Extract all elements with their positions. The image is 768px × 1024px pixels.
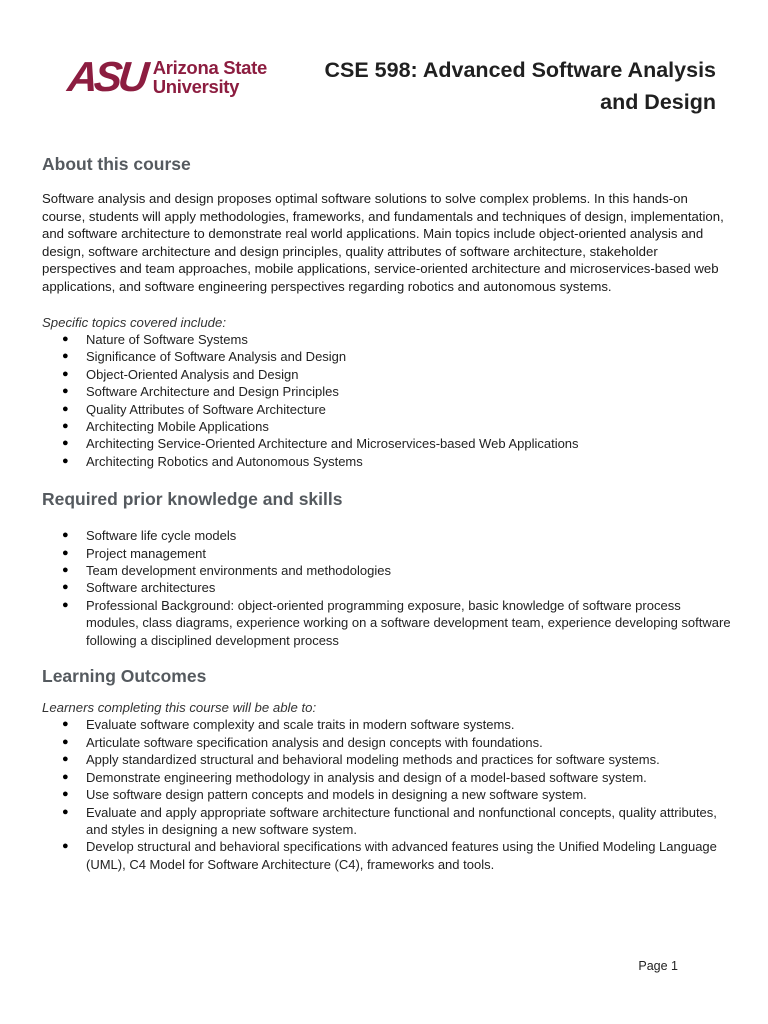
list-item [42,734,732,751]
list-item [42,716,732,733]
learning-outcomes-list [42,716,732,873]
bullet-icon: ● [62,367,69,380]
bullet-icon: ● [62,581,69,594]
list-item-text: Evaluate and apply appropriate software architecture functional and nonfunctional concepts, quality attributes, and styles in designing a new software system. [86,804,717,837]
asu-logo-mark: ASU [65,53,148,100]
list-item-text: Use software design pattern concepts and models in designing a new software system. [86,787,587,803]
list-item [42,383,732,400]
list-item [42,331,732,348]
bullet-icon: ● [62,385,69,398]
topics-list [42,331,732,470]
list-item-text: Software architectures [86,580,216,596]
bullet-icon: ● [62,753,69,766]
about-heading: About this course [42,154,191,174]
title-line-1: CSE 598: Advanced Software Analysis [324,58,716,82]
logo-line-2: University [152,76,240,97]
list-item-text: Articulate software specification analysis and design concepts with foundations. [86,734,543,750]
page-number: Page 1 [638,959,678,973]
bullet-icon: ● [62,332,69,345]
list-item [42,579,732,596]
logo-line-1: Arizona State [152,57,268,78]
document-title [296,54,716,118]
list-item [42,804,732,839]
bullet-icon: ● [62,437,69,450]
bullet-icon: ● [62,718,69,731]
list-item [42,769,732,786]
list-item [42,453,732,470]
prior-knowledge-list [42,527,732,649]
list-item [42,562,732,579]
list-item-text: Professional Background: object-oriented programming exposure, basic knowledge of software process modules, class diagrams, experience working on a software development team, experience developing software following a disciplined development process [86,597,731,648]
bullet-icon: ● [62,840,69,853]
list-item [42,366,732,383]
list-item-text: Evaluate software complexity and scale traits in modern software systems. [86,717,515,733]
document-content [42,150,732,873]
bullet-icon: ● [62,350,69,363]
list-item-text: Architecting Service-Oriented Architecture and Microservices-based Web Applications [86,436,579,452]
list-item-text: Object-Oriented Analysis and Design [86,366,299,382]
list-item [42,418,732,435]
topics-intro: Specific topics covered include: [42,314,226,330]
list-item-text: Team development environments and methodologies [86,563,391,579]
list-item [42,435,732,452]
list-item [42,838,732,873]
bullet-icon: ● [62,402,69,415]
bullet-icon: ● [62,529,69,542]
list-item-text: Demonstrate engineering methodology in analysis and design of a model-based software system. [86,769,647,785]
bullet-icon: ● [62,564,69,577]
title-line-2: and Design [600,90,716,114]
bullet-icon: ● [62,770,69,783]
bullet-icon: ● [62,546,69,559]
list-item-text: Architecting Mobile Applications [86,419,269,434]
list-item-text: Project management [86,545,206,561]
list-item-text: Quality Attributes of Software Architecture [86,401,326,417]
list-item [42,786,732,803]
list-item [42,527,732,544]
list-item-text: Significance of Software Analysis and Design [86,349,347,365]
list-item-text: Architecting Robotics and Autonomous Systems [86,453,363,469]
list-item [42,348,732,365]
list-item [42,751,732,768]
asu-logo-wordmark [153,58,267,96]
prior-knowledge-heading: Required prior knowledge and skills [42,489,343,510]
learning-outcomes-heading: Learning Outcomes [42,666,207,687]
list-item [42,597,732,649]
bullet-icon: ● [62,454,69,467]
list-item-text: Nature of Software Systems [86,331,248,347]
bullet-icon: ● [62,735,69,748]
list-item-text: Software Architecture and Design Principles [86,384,339,400]
about-paragraph: Software analysis and design proposes optimal software solutions to solve complex problems. In this hands-on course, students will apply methodologies, frameworks, and fundamentals and techniques of design, implementation, and software architecture to demonstrate real world applications. Main topics include object-oriented analysis and design, software architecture and design principles, quality attributes of software architecture, stakeholder perspectives and team approaches, mobile applications, service-oriented architecture and microservices-based web applications, and software engineering perspectives regarding robotics and autonomous systems. [42,191,724,294]
list-item [42,401,732,418]
bullet-icon: ● [62,598,69,611]
bullet-icon: ● [62,420,69,432]
list-item-text: Apply standardized structural and behavioral modeling methods and practices for software systems. [86,752,660,768]
bullet-icon: ● [62,788,69,801]
asu-logo [65,53,268,100]
list-item [42,545,732,562]
list-item-text: Develop structural and behavioral specifications with advanced features using the Unified Modeling Language (UML), C4 Model for Software Architecture (C4), frameworks and tools. [86,839,717,872]
outcomes-intro: Learners completing this course will be able to: [42,700,317,716]
list-item-text: Software life cycle models [86,528,237,544]
bullet-icon: ● [62,805,69,818]
